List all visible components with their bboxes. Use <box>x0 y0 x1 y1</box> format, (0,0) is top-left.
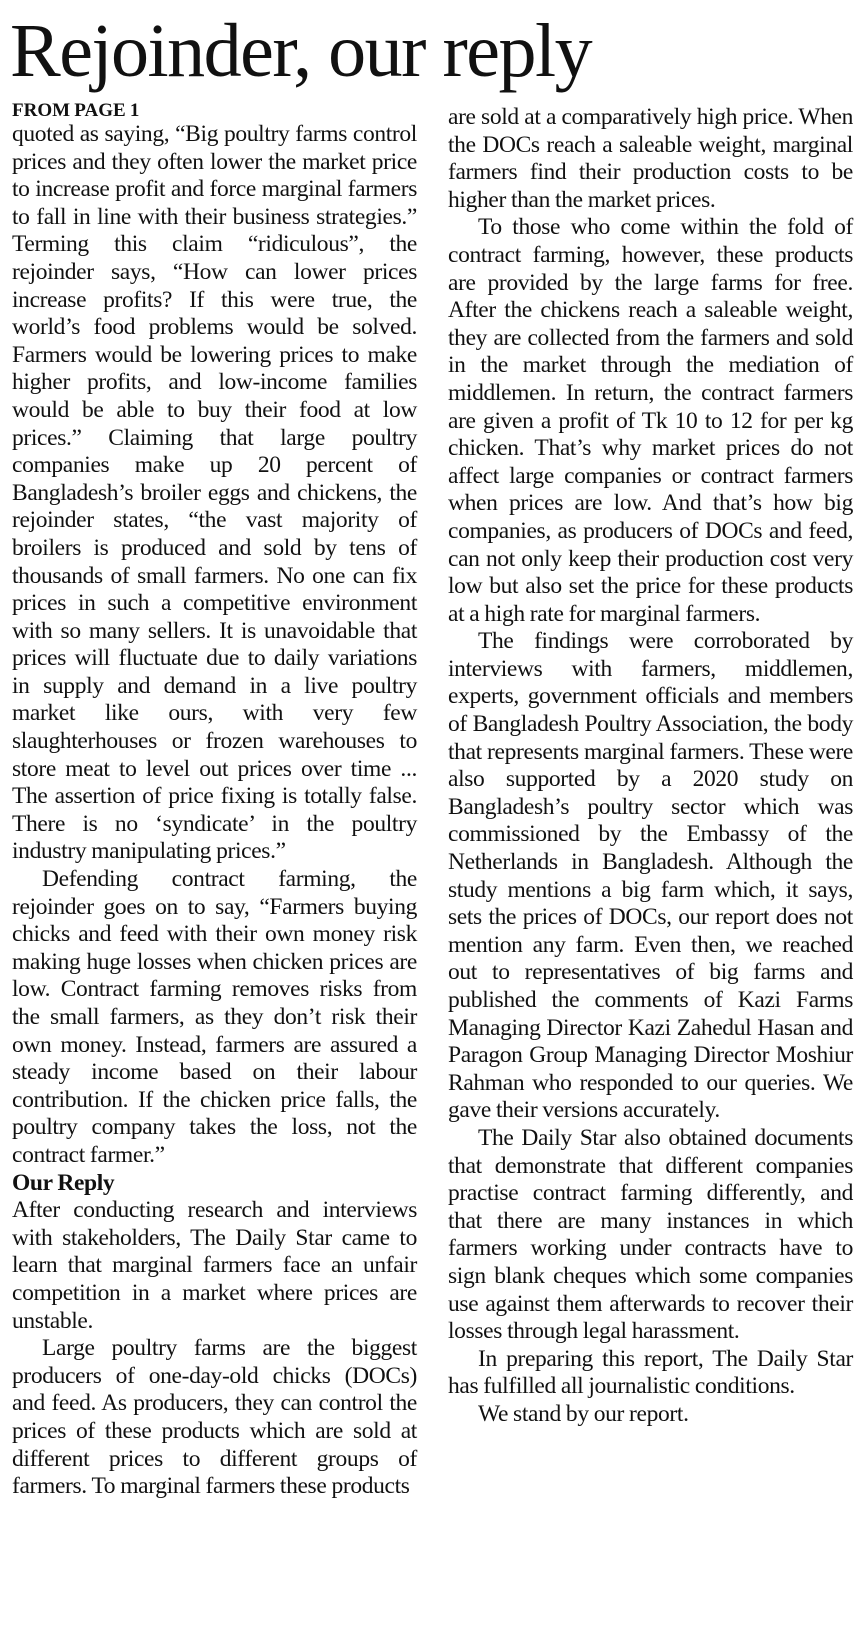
section-subhead: Our Reply <box>12 1169 115 1196</box>
body-paragraph: After conducting research and interviews with stakeholders, The Daily Star came to learn that marginal farmers face an unfair competition in a market where prices are unstable. <box>12 1197 417 1334</box>
body-paragraph: The Daily Star also obtained documents that demonstrate that different companies practise contract farming differently, and that there are many instances in which farmers working under contracts have to sign blank cheques which some companies use against them afterwards to recover their losses through legal harassment. <box>448 1124 853 1345</box>
continued-from-label: FROM PAGE 1 <box>12 100 140 121</box>
body-paragraph: Defending contract farming, the rejoinder goes on to say, “Farmers buying chicks and feed with their own money risk making huge losses when chicken prices are low. Contract farming removes risks from the small farmers, as they don’t risk their own money. Instead, farmers are assured a steady income based on their labour contribution. If the chicken price falls, the poultry company takes the loss, not the contract farmer.” <box>12 866 417 1168</box>
article-column-left <box>12 101 417 1501</box>
body-paragraph: We stand by our report. <box>478 1400 689 1427</box>
body-paragraph: Large poultry farms are the biggest producers of one-day-old chicks (DOCs) and feed. As producers, they can control the prices of these products which are sold at different prices to different groups of farmers. To marginal farmers these products <box>12 1335 417 1500</box>
body-paragraph: are sold at a comparatively high price. When the DOCs reach a saleable weight, marginal farmers find their production costs to be higher than the market prices. <box>448 104 853 213</box>
headline: Rejoinder, our reply <box>10 9 592 93</box>
body-paragraph: The findings were corroborated by interviews with farmers, middlemen, experts, government officials and members of Bangladesh Poultry Association, the body that represents marginal farmers. These were also supported by a 2020 study on Bangladesh’s poultry sector which was commissioned by the Embassy of the Netherlands in Bangladesh. Although the study mentions a big farm which, it says, sets the prices of DOCs, our report does not mention any farm. Even then, we reached out to representatives of big farms and published the comments of Kazi Farms Managing Director Kazi Zahedul Hasan and Paragon Group Managing Director Moshiur Rahman who responded to our queries. We gave their versions accurately. <box>448 628 853 1124</box>
body-paragraph: To those who come within the fold of contract farming, however, these products are provided by the large farms for free. After the chickens reach a saleable weight, they are collected from the farmers and sold in the market through the mediation of middlemen. In return, the contract farmers are given a profit of Tk 10 to 12 for per kg chicken. That’s why market prices do not affect large companies or contract farmers when prices are low. And that’s how big companies, as producers of DOCs and feed, can not only keep their production cost very low but also set the price for these products at a high rate for marginal farmers. <box>448 214 853 627</box>
body-paragraph: quoted as saying, “Big poultry farms control prices and they often lower the market price to increase profit and force marginal farmers to fall in line with their business strategies.” Terming this claim “ridiculous”, the rejoinder says, “How can lower prices increase profits? If this were true, the world’s food problems would be solved. Farmers would be lowering prices to make higher profits, and low-income families would be able to buy their food at low prices.” Claiming that large poultry companies make up 20 percent of Bangladesh’s broiler eggs and chickens, the rejoinder states, “the vast majority of broilers is produced and sold by tens of thousands of small farmers. No one can fix prices in such a competitive environment with so many sellers. It is unavoidable that prices will fluctuate due to daily variations in supply and demand in a live poultry market like ours, with very few slaughterhouses or frozen warehouses to store meat to level out prices over time ... The assertion of price fixing is totally false. There is no ‘syndicate’ in the poultry industry manipulating prices.” <box>12 121 417 865</box>
body-paragraph: In preparing this report, The Daily Star has fulfilled all journalistic conditions. <box>448 1345 853 1400</box>
article-column-right <box>448 104 853 1429</box>
